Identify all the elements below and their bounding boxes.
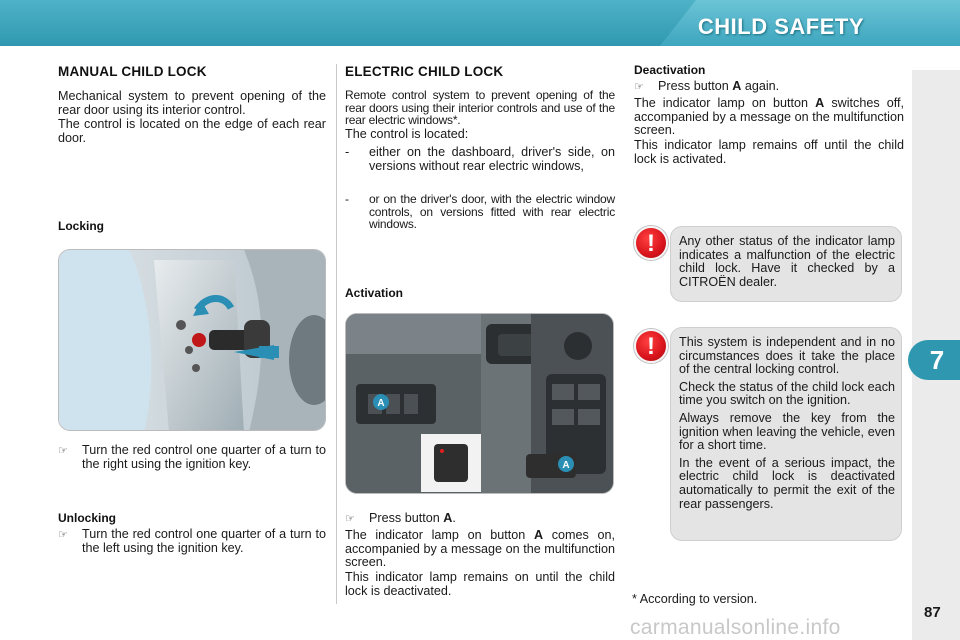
pointing-hand-icon: ☞	[58, 529, 68, 541]
activation-remains: This indicator lamp remains on until the child lock is deactivated.	[345, 570, 615, 598]
electric-intro: Remote control system to prevent opening of the rear doors using their interior controls and use of the rear electric windows*.	[345, 88, 615, 128]
activation-indicator: The indicator lamp on button A comes on, accompanied by a message on the multifunction screen.	[345, 528, 615, 570]
electric-window-controls-illustration	[346, 314, 614, 494]
pointing-hand-icon: ☞	[345, 513, 355, 525]
watermark: carmanualsonline.info	[630, 616, 841, 639]
pointing-hand-icon: ☞	[634, 81, 644, 93]
deactivation-title: Deactivation	[634, 63, 706, 77]
locking-title: Locking	[58, 219, 105, 233]
chapter-tab: 7	[908, 340, 960, 380]
activation-title: Activation	[345, 286, 404, 300]
page-number: 87	[924, 604, 941, 621]
manual-intro-1: Mechanical system to prevent opening of the rear door using its interior control.	[58, 89, 326, 117]
control-located: The control is located:	[345, 127, 469, 141]
activation-step: ☞ Press button A.	[345, 511, 456, 525]
unlocking-title: Unlocking	[58, 511, 117, 525]
manual-intro-2: The control is located on the edge of each rear door.	[58, 117, 326, 145]
control-photo	[345, 313, 614, 494]
deactivation-step: ☞ Press button A again.	[634, 79, 780, 93]
page-title: CHILD SAFETY	[697, 14, 864, 39]
door-lock-illustration	[59, 250, 326, 431]
svg-text:A: A	[562, 460, 570, 471]
column-divider	[336, 64, 337, 604]
pointing-hand-icon: ☞	[58, 445, 68, 457]
location-option-1: - either on the dashboard, driver's side, on versions without rear electric windows,	[345, 145, 615, 173]
deactivation-remains: This indicator lamp remains off until the child lock is activated.	[634, 138, 904, 166]
location-option-2: - or on the driver's door, with the electric window controls, on versions fitted with rear electric windows.	[345, 192, 615, 232]
svg-text:A: A	[377, 398, 385, 409]
unlocking-step: ☞ Turn the red control one quarter of a turn to the left using the ignition key.	[58, 527, 326, 555]
door-edge-photo	[58, 249, 326, 431]
electric-child-lock-title: ELECTRIC CHILD LOCK	[345, 64, 504, 79]
locking-step: ☞ Turn the red control one quarter of a turn to the right using the ignition key.	[58, 443, 326, 471]
safety-note: This system is independent and in no circumstances does it take the place of the central locking control. Check the status of the child lock each time you switch on the ignition. Always remove the key from the ignition when leaving the vehicle, even for a short time. In the event of a serious impact, the electric child lock is deactivated automatically to permit the exit of the rear passengers.	[670, 327, 902, 541]
footnote: * According to version.	[632, 592, 758, 606]
malfunction-note: Any other status of the indicator lamp indicates a malfunction of the electric child lock. Have it checked by a CITROËN dealer.	[670, 226, 902, 302]
exclamation-icon: !	[634, 226, 668, 260]
exclamation-icon: !	[634, 329, 668, 363]
deactivation-indicator: The indicator lamp on button A switches off, accompanied by a message on the multifunction screen.	[634, 96, 904, 138]
manual-child-lock-title: MANUAL CHILD LOCK	[58, 64, 207, 79]
